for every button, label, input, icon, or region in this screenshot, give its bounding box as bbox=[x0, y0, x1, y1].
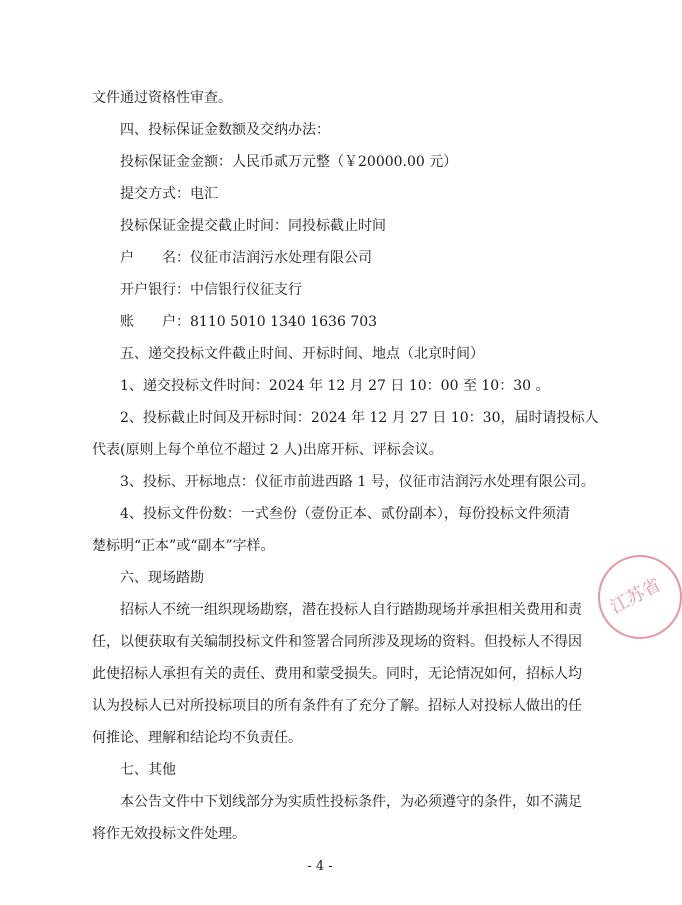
page-number: - 4 - bbox=[307, 859, 333, 874]
section-heading: 七、其他 bbox=[120, 762, 176, 778]
text-line: 提交方式：电汇 bbox=[120, 186, 218, 202]
text-line: 开户银行：中信银行仪征支行 bbox=[120, 282, 302, 298]
text-line: 将作无效投标文件处理。 bbox=[92, 826, 246, 842]
text-line: 1、递交投标文件时间：2024 年 12 月 27 日 10：00 至 10：30 。 bbox=[120, 378, 550, 394]
text-line: 文件通过资格性审查。 bbox=[92, 90, 232, 106]
section-heading: 六、现场踏勘 bbox=[120, 570, 204, 586]
section-heading: 四、投标保证金数额及交纳办法： bbox=[120, 122, 330, 138]
text-line: 楚标明“正本”或“副本”字样。 bbox=[92, 538, 275, 554]
text-line: 代表(原则上每个单位不超过 2 人)出席开标、评标会议。 bbox=[92, 442, 443, 458]
text-line: 何推论、理解和结论均不负责任。 bbox=[92, 730, 302, 746]
seal-text: 江苏省 bbox=[606, 574, 665, 619]
text-line: 投标保证金金额：人民币贰万元整（￥20000.00 元） bbox=[120, 154, 458, 170]
text-line: 本公告文件中下划线部分为实质性投标条件，为必须遵守的条件，如不满足 bbox=[120, 794, 582, 810]
text-line: 投标保证金提交截止时间：同投标截止时间 bbox=[120, 218, 386, 234]
section-heading: 五、递交投标文件截止时间、开标时间、地点（北京时间） bbox=[120, 346, 484, 362]
text-line: 认为投标人已对所投标项目的所有条件有了充分了解。招标人对投标人做出的任 bbox=[92, 698, 582, 714]
text-line: 2、投标截止时间及开标时间：2024 年 12 月 27 日 10：30，届时请投标人 bbox=[120, 410, 599, 426]
text-line: 3、投标、开标地点：仪征市前进西路 1 号，仪征市洁润污水处理有限公司。 bbox=[120, 474, 595, 490]
text-line: 招标人不统一组织现场勘察，潜在投标人自行踏勘现场并承担相关费用和责 bbox=[120, 602, 582, 618]
text-line: 户 名：仪征市洁润污水处理有限公司 bbox=[120, 250, 372, 266]
text-line: 任，以便获取有关编制投标文件和签署合同所涉及现场的资料。但投标人不得因 bbox=[92, 634, 582, 650]
text-line: 账 户：8110 5010 1340 1636 703 bbox=[120, 314, 378, 330]
text-line: 4、投标文件份数：一式叁份（壹份正本、贰份副本），每份投标文件须清 bbox=[120, 506, 570, 522]
text-line: 此使招标人承担有关的责任、费用和蒙受损失。同时，无论情况如何，招标人均 bbox=[92, 666, 582, 682]
